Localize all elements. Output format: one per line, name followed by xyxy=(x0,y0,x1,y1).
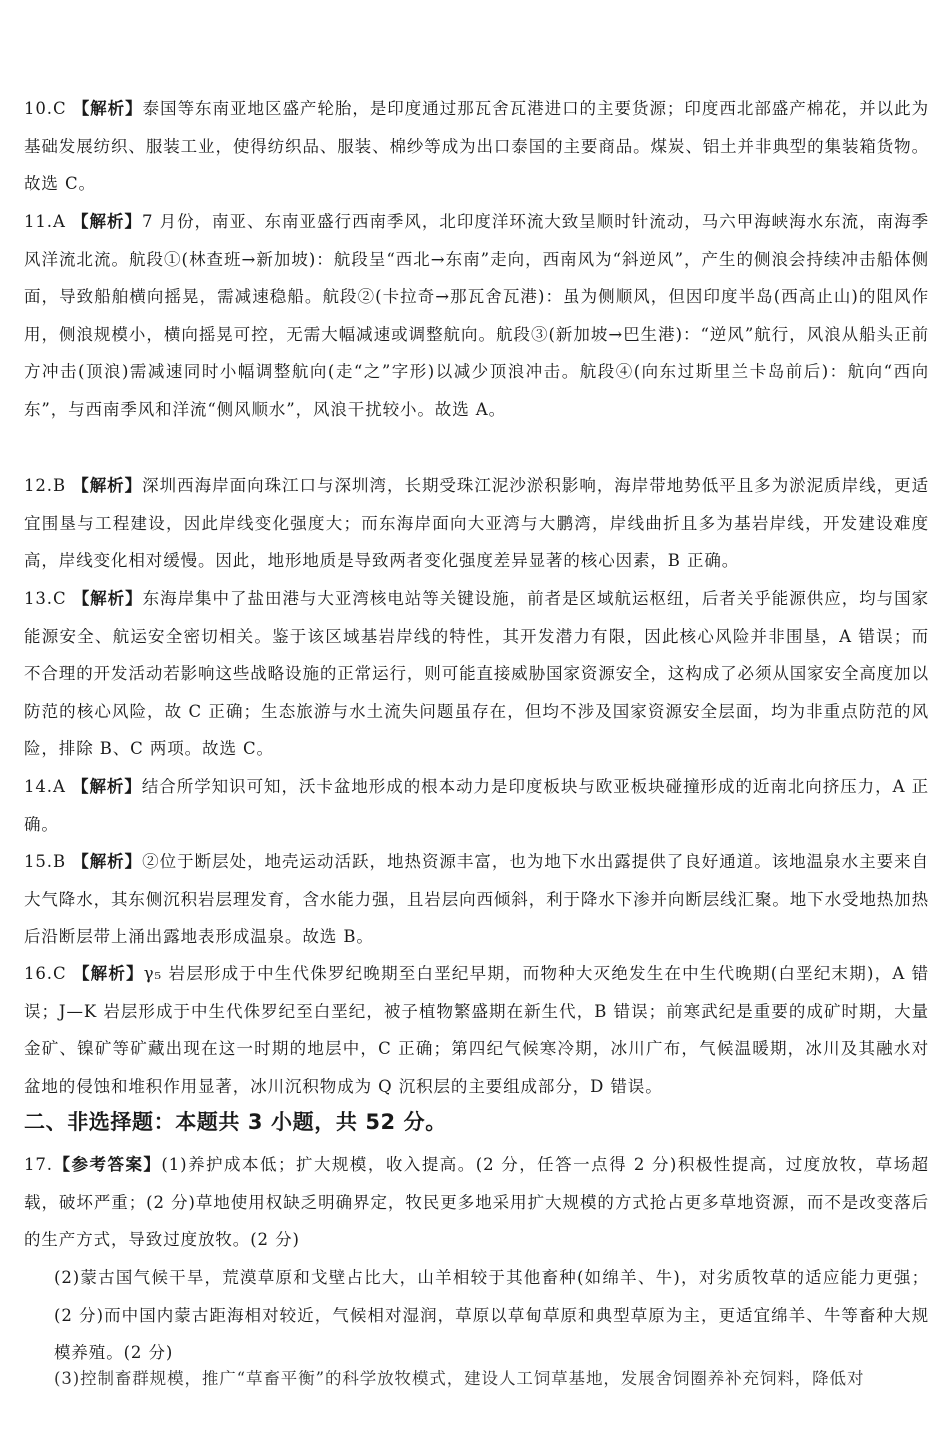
question-number: 15.B xyxy=(24,852,66,871)
answer-item-15 xyxy=(24,843,929,956)
answer-item-13 xyxy=(24,580,929,768)
reference-answer-tag: 【参考答案】 xyxy=(52,1155,162,1174)
answer-part-2: (2)蒙古国气候干旱，荒漠草原和戈壁占比大，山羊相较于其他畜种(如绵羊、牛)，对劣质牧草的适应能力更强；(2 分)而中国内蒙古距海相对较近，气候相对湿润，草原以草甸草原和典型草原为主，更适宜绵羊、牛等畜种大规模养殖。(2 分) xyxy=(54,1268,929,1363)
analysis-tag: 【解析】 xyxy=(72,99,143,118)
answer-item-10 xyxy=(24,90,929,203)
cut-off-line xyxy=(54,1369,929,1398)
answer-item-11 xyxy=(24,203,929,429)
analysis-text: 深圳西海岸面向珠江口与深圳湾，长期受珠江泥沙淤积影响，海岸带地势低平且多为淤泥质岸线，更适宜围垦与工程建设，因此岸线变化强度大；而东海岸面向大亚湾与大鹏湾，岸线曲折且多为基岩岸线，开发建设难度高，岸线变化相对缓慢。因此，地形地质是导致两者变化强度差异显著的核心因素，B 正确。 xyxy=(24,476,929,571)
analysis-tag: 【解析】 xyxy=(72,852,143,871)
analysis-tag: 【解析】 xyxy=(71,777,142,796)
answer-item-12 xyxy=(24,467,929,580)
question-number: 13.C xyxy=(24,589,67,608)
analysis-text: γ₅ 岩层形成于中生代侏罗纪晚期至白垩纪早期，而物种大灭绝发生在中生代晚期(白垩纪末期)，A 错误；J—K 岩层形成于中生代侏罗纪至白垩纪，被子植物繁盛期在新生代，B 错误；前寒武纪是重要的成矿时期，大量金矿、镍矿等矿藏出现在这一时期的地层中，C 正确；第四纪气候寒冷期，冰川广布，气候温暖期，冰川及其融水对盆地的侵蚀和堆积作用显著，冰川沉积物成为 Q 沉积层的主要组成部分，D 错误。 xyxy=(24,964,929,1096)
analysis-text: 7 月份，南亚、东南亚盛行西南季风，北印度洋环流大致呈顺时针流动，马六甲海峡海水东流，南海季风洋流北流。航段①(林查班→新加坡)：航段呈“西北→东南”走向，西南风为“斜逆风”，产生的侧浪会持续冲击船体侧面，导致船舶横向摇晃，需减速稳船。航段②(卡拉奇→那瓦舍瓦港)：虽为侧顺风，但因印度半岛(西高止山)的阻风作用，侧浪规模小，横向摇晃可控，无需大幅减速或调整航向。航段③(新加坡→巴生港)：“逆风”航行，风浪从船头正前方冲击(顶浪)需减速同时小幅调整航向(走“之”字形)以减少顶浪冲击。航段④(向东过斯里兰卡岛前后)：航向“西向东”，与西南季风和洋流“侧风顺水”，风浪干扰较小。故选 A。 xyxy=(24,212,929,419)
question-number: 11.A xyxy=(24,212,66,231)
analysis-tag: 【解析】 xyxy=(72,589,143,608)
question-number: 17. xyxy=(24,1155,53,1174)
section-heading: 二、非选择题：本题共 3 小题，共 52 分。 xyxy=(24,1110,447,1134)
analysis-text: 结合所学知识可知，沃卡盆地形成的根本动力是印度板块与欧亚板块碰撞形成的近南北向挤压力，A 正确。 xyxy=(24,777,929,834)
analysis-tag: 【解析】 xyxy=(72,476,143,495)
analysis-text: ②位于断层处，地壳运动活跃，地热资源丰富，也为地下水出露提供了良好通道。该地温泉水主要来自大气降水，其东侧沉积岩层理发育，含水能力强，且岩层向西倾斜，利于降水下渗并向断层线汇聚。地下水受地热加热后沿断层带上涌出露地表形成温泉。故选 B。 xyxy=(24,852,929,947)
analysis-tag: 【解析】 xyxy=(72,212,142,231)
question-number: 16.C xyxy=(24,964,67,983)
question-number: 12.B xyxy=(24,476,66,495)
answer-item-16 xyxy=(24,955,929,1105)
analysis-text: 东海岸集中了盐田港与大亚湾核电站等关键设施，前者是区域航运枢纽，后者关乎能源供应，均与国家能源安全、航运安全密切相关。鉴于该区域基岩岸线的特性，其开发潜力有限，因此核心风险并非围垦，A 错误；而不合理的开发活动若影响这些战略设施的正常运行，则可能直接威胁国家资源安全，这构成了必须从国家安全高度加以防范的核心风险，故 C 正确；生态旅游与水土流失问题虽存在，但均不涉及国家资源安全层面，均为非重点防范的风险，排除 B、C 两项。故选 C。 xyxy=(24,589,930,759)
analysis-tag: 【解析】 xyxy=(72,964,144,983)
answer-part-3-partial: (3)控制畜群规模，推广“草畜平衡”的科学放牧模式，建设人工饲草基地，发展舍饲圈养补充饲料，降低对 xyxy=(54,1369,865,1388)
question-number: 10.C xyxy=(24,99,67,118)
answer-part-1: (1)养护成本低；扩大规模，收入提高。(2 分，任答一点得 2 分)积极性提高，过度放牧，草场超载，破坏严重；(2 分)草地使用权缺乏明确界定，牧民更多地采用扩大规模的方式抢占更多草地资源，而不是改变落后的生产方式，导致过度放牧。(2 分) xyxy=(24,1155,929,1250)
answer-item-17 xyxy=(24,1146,929,1259)
analysis-text: 泰国等东南亚地区盛产轮胎，是印度通过那瓦舍瓦港进口的主要货源；印度西北部盛产棉花，并以此为基础发展纺织、服装工业，使得纺织品、服装、棉纱等成为出口泰国的主要商品。煤炭、铝土并非典型的集装箱货物。故选 C。 xyxy=(24,99,930,194)
answer-item-14 xyxy=(24,768,929,843)
question-number: 14.A xyxy=(24,777,66,796)
